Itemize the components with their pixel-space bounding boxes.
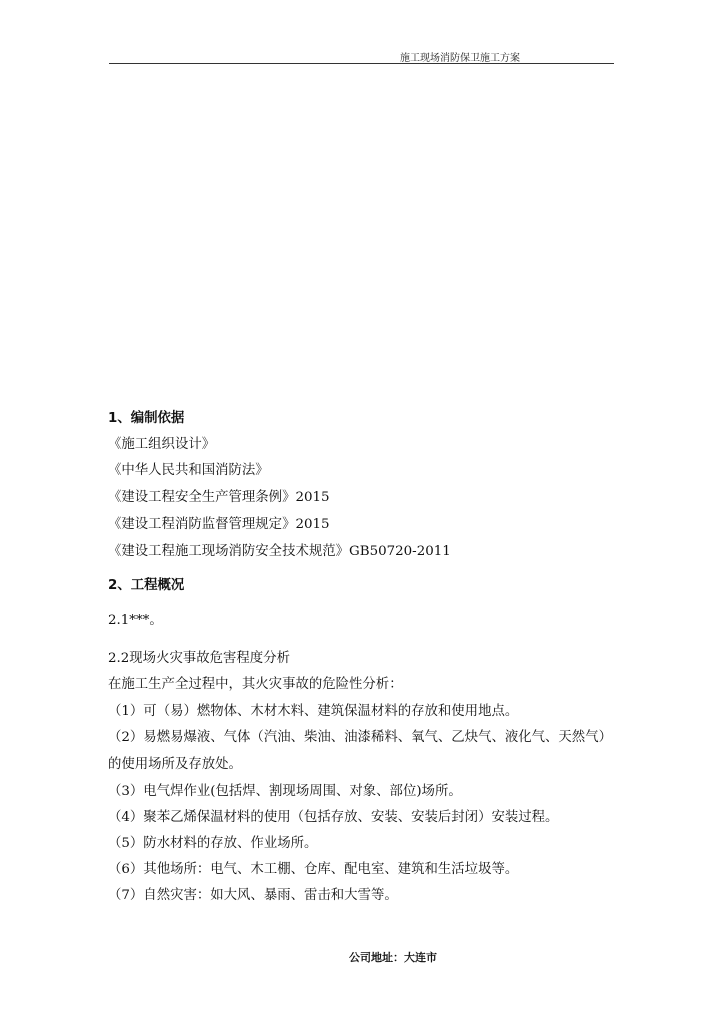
overview-subheading: 2.2现场火灾事故危害程度分析	[108, 651, 290, 666]
hazard-item: （4）聚苯乙烯保温材料的使用（包括存放、安装、安装后封闭）安装过程。	[108, 810, 559, 825]
hazard-item: （3）电气焊作业(包括焊、割现场周围、对象、部位)场所。	[108, 784, 462, 799]
hazard-item: （7）自然灾害：如大风、暴雨、雷击和大雪等。	[108, 888, 398, 903]
hazard-item: （5）防水材料的存放、作业场所。	[108, 836, 318, 851]
section-heading-basis: 1、编制依据	[108, 411, 185, 426]
basis-item: 《施工组织设计》	[108, 437, 216, 452]
hazard-item: （6）其他场所：电气、木工棚、仓库、配电室、建筑和生活垃圾等。	[108, 862, 519, 877]
basis-item: 《建设工程安全生产管理条例》2015	[108, 490, 330, 505]
section-heading-overview: 2、工程概况	[108, 578, 185, 593]
hazard-item: （2）易燃易爆液、气体（汽油、柴油、油漆稀料、氧气、乙炔气、液化气、天然气）	[108, 730, 612, 745]
page-header-title: 施工现场消防保卫施工方案	[400, 53, 520, 64]
basis-item: 《建设工程消防监督管理规定》2015	[108, 517, 330, 532]
header-divider	[109, 63, 614, 64]
overview-paragraph: 2.1***。	[108, 613, 163, 628]
overview-intro: 在施工生产全过程中，其火灾事故的危险性分析：	[108, 677, 403, 692]
hazard-item: 的使用场所及存放处。	[108, 757, 242, 772]
basis-item: 《建设工程施工现场消防安全技术规范》GB50720-2011	[108, 544, 451, 559]
hazard-item: （1）可（易）燃物体、木材木料、建筑保温材料的存放和使用地点。	[108, 704, 519, 719]
basis-item: 《中华人民共和国消防法》	[108, 463, 269, 478]
page-footer-address: 公司地址：大连市	[349, 951, 437, 964]
